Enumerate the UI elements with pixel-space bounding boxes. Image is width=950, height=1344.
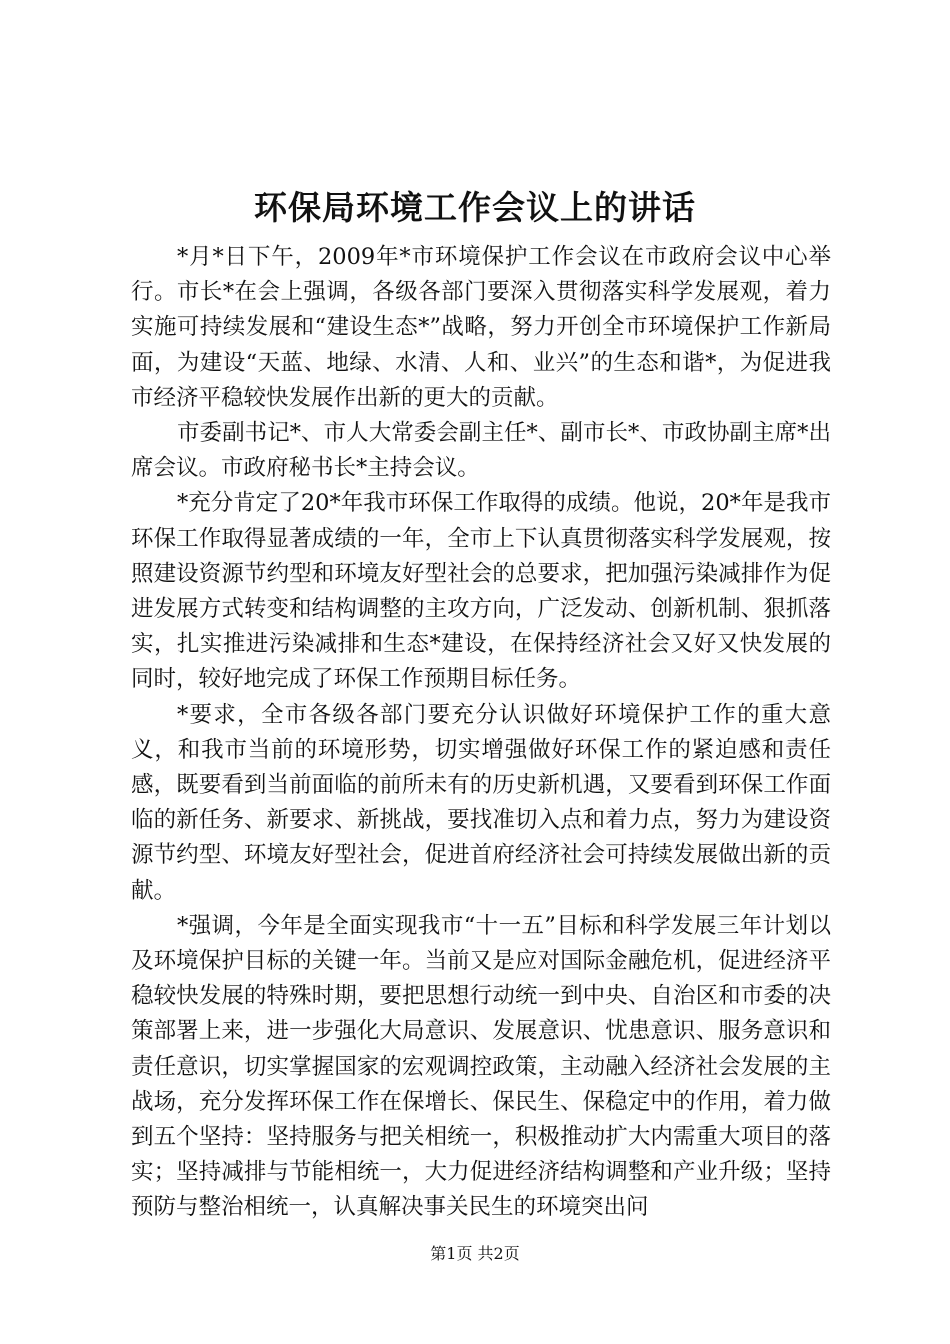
paragraph: 市委副书记*、市人大常委会副主任*、副市长*、市政协副主席*出席会议。市政府秘书长*主持会议。 xyxy=(131,420,831,482)
document-title: 环保局环境工作会议上的讲话 xyxy=(254,188,696,227)
paragraph: *要求，全市各级各部门要充分认识做好环境保护工作的重大意义，和我市当前的环境形势，切实增强做好环保工作的紧迫感和责任感，既要看到当前面临的前所未有的历史新机遇，又要看到环保工作面临的新任务、新要求、新挑战，要找准切入点和着力点，努力为建设资源节约型、环境友好型社会，促进首府经济社会可持续发展做出新的贡献。 xyxy=(131,701,831,904)
page-number-footer: 第1页 共2页 xyxy=(430,1244,520,1263)
paragraph: *月*日下午，2009年*市环境保护工作会议在市政府会议中心举行。市长*在会上强调，各级各部门要深入贯彻落实科学发展观，着力实施可持续发展和“建设生态*”战略，努力开创全市环境保护工作新局面，为建设“天蓝、地绿、水清、人和、业兴”的生态和谐*，为促进我市经济平稳较快发展作出新的更大的贡献。 xyxy=(131,244,831,411)
paragraph: *强调，今年是全面实现我市“十一五”目标和科学发展三年计划以及环境保护目标的关键一年。当前又是应对国际金融危机，促进经济平稳较快发展的特殊时期，要把思想行动统一到中央、自治区和市委的决策部署上来，进一步强化大局意识、发展意识、忧患意识、服务意识和责任意识，切实掌握国家的宏观调控政策，主动融入经济社会发展的主战场，充分发挥环保工作在保增长、保民生、保稳定中的作用，着力做到五个坚持：坚持服务与把关相统一，积极推动扩大内需重大项目的落实；坚持减排与节能相统一，大力促进经济结构调整和产业升级；坚持预防与整治相统一，认真解决事关民生的环境突出问 xyxy=(131,912,831,1221)
document-body xyxy=(131,240,831,1226)
paragraph: *充分肯定了20*年我市环保工作取得的成绩。他说，20*年是我市环保工作取得显著成绩的一年，全市上下认真贯彻落实科学发展观，按照建设资源节约型和环境友好型社会的总要求，把加强污染减排作为促进发展方式转变和结构调整的主攻方向，广泛发动、创新机制、狠抓落实，扎实推进污染减排和生态*建设，在保持经济社会又好又快发展的同时，较好地完成了环保工作预期目标任务。 xyxy=(131,490,831,693)
